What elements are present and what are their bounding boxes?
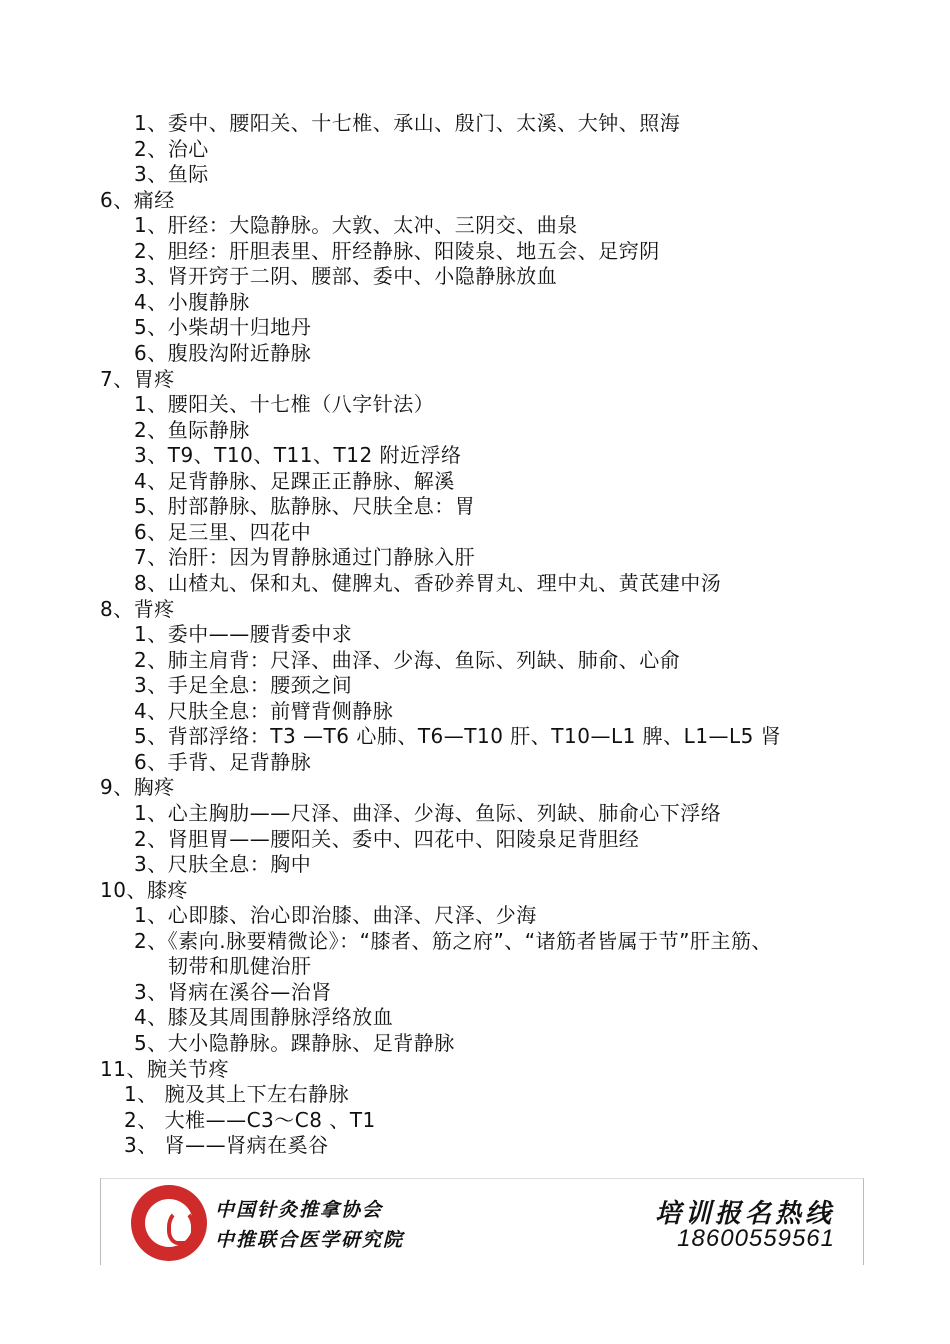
list-item: 3、 肾——肾病在奚谷 bbox=[124, 1133, 329, 1157]
org-name-line2: 中推联合医学研究院 bbox=[215, 1229, 405, 1251]
list-item: 7、治肝：因为胃静脉通过门静脉入肝 bbox=[134, 545, 476, 569]
footer-banner bbox=[100, 1178, 864, 1265]
list-item: 3、肾病在溪谷—治肾 bbox=[134, 980, 332, 1004]
list-item: 4、尺肤全息：前臂背侧静脉 bbox=[134, 699, 394, 723]
list-item: 4、小腹静脉 bbox=[134, 290, 250, 314]
org-name-line1: 中国针灸推拿协会 bbox=[215, 1199, 384, 1221]
list-item: 6、手背、足背静脉 bbox=[134, 750, 312, 774]
list-item: 4、足背静脉、足踝正正静脉、解溪 bbox=[134, 469, 455, 493]
hotline-label: 培训报名热线 bbox=[654, 1199, 835, 1229]
list-item: 8、山楂丸、保和丸、健脾丸、香砂养胃丸、理中丸、黄芪建中汤 bbox=[134, 571, 722, 595]
list-item: 1、心即膝、治心即治膝、曲泽、尺泽、少海 bbox=[134, 903, 537, 927]
list-item: 3、肾开窍于二阴、腰部、委中、小隐静脉放血 bbox=[134, 264, 558, 288]
list-item-continuation: 韧带和肌健治肝 bbox=[168, 954, 312, 978]
list-item: 1、 腕及其上下左右静脉 bbox=[124, 1082, 350, 1106]
list-item: 1、委中、腰阳关、十七椎、承山、殷门、太溪、大钟、照海 bbox=[134, 111, 681, 135]
list-item: 2、治心 bbox=[134, 137, 209, 161]
list-item: 3、手足全息：腰颈之间 bbox=[134, 673, 353, 697]
list-item: 4、膝及其周围静脉浮络放血 bbox=[134, 1005, 394, 1029]
list-item: 1、委中——腰背委中求 bbox=[134, 622, 353, 646]
list-item: 3、尺肤全息：胸中 bbox=[134, 852, 312, 876]
list-item: 5、背部浮络：T3 —T6 心肺、T6—T10 肝、T10—L1 脾、L1—L5 肾 bbox=[134, 724, 782, 748]
list-item: 5、小柴胡十归地丹 bbox=[134, 315, 312, 339]
association-seal-logo bbox=[131, 1185, 207, 1261]
list-item: 2、肺主肩背：尺泽、曲泽、少海、鱼际、列缺、肺俞、心俞 bbox=[134, 648, 681, 672]
list-item: 6、腹股沟附近静脉 bbox=[134, 341, 312, 365]
section-heading: 10、膝疼 bbox=[100, 878, 188, 902]
section-heading: 8、背疼 bbox=[100, 597, 175, 621]
list-item: 2、胆经：肝胆表里、肝经静脉、阳陵泉、地五会、足窍阴 bbox=[134, 239, 660, 263]
list-item: 3、T9、T10、T11、T12 附近浮络 bbox=[134, 443, 462, 467]
section-heading: 7、胃疼 bbox=[100, 367, 175, 391]
list-item: 1、心主胸肋——尺泽、曲泽、少海、鱼际、列缺、肺俞心下浮络 bbox=[134, 801, 722, 825]
list-item: 2、鱼际静脉 bbox=[134, 418, 250, 442]
list-item: 2、肾胆胃——腰阳关、委中、四花中、阳陵泉足背胆经 bbox=[134, 827, 640, 851]
section-heading: 6、痛经 bbox=[100, 188, 175, 212]
list-item: 1、肝经：大隐静脉。大敦、太冲、三阴交、曲泉 bbox=[134, 213, 578, 237]
list-item: 2、 大椎——C3～C8 、T1 bbox=[124, 1108, 376, 1132]
list-item: 6、足三里、四花中 bbox=[134, 520, 312, 544]
list-item: 1、腰阳关、十七椎（八字针法） bbox=[134, 392, 435, 416]
section-heading: 9、胸疼 bbox=[100, 775, 175, 799]
list-item: 5、大小隐静脉。踝静脉、足背静脉 bbox=[134, 1031, 455, 1055]
list-item: 5、肘部静脉、肱静脉、尺肤全息：胃 bbox=[134, 494, 476, 518]
section-heading: 11、腕关节疼 bbox=[100, 1057, 229, 1081]
hotline-phone: 18600559561 bbox=[677, 1225, 835, 1252]
list-item: 3、鱼际 bbox=[134, 162, 209, 186]
list-item: 2、《素向.脉要精微论》：“膝者、筋之府”、“诸筋者皆属于节”肝主筋、 bbox=[134, 929, 773, 953]
